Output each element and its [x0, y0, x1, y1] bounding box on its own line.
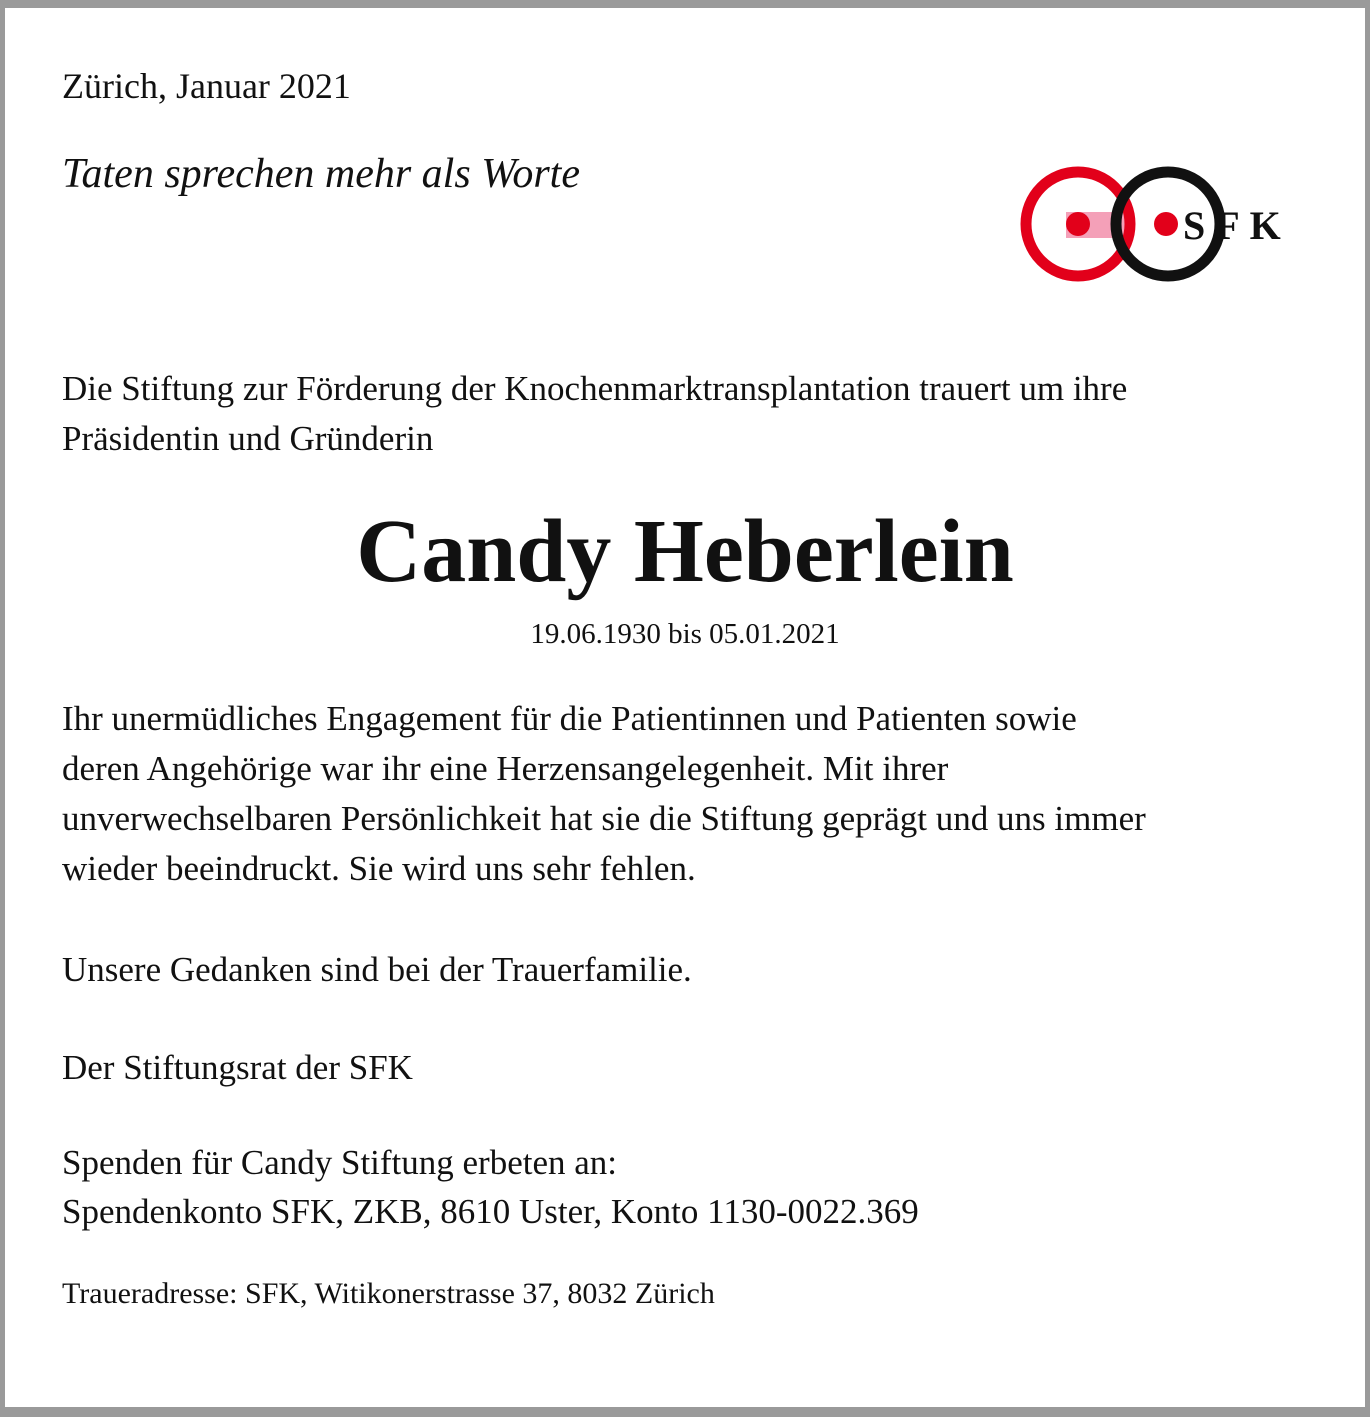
intro-line: Präsidentin und Gründerin — [62, 419, 434, 458]
thoughts-text: Unsere Gedanken sind bei der Trauerfamilie. — [62, 950, 692, 989]
signature: Der Stiftungsrat der SFK — [62, 1048, 413, 1087]
place-date: Zürich, Januar 2021 — [62, 66, 351, 106]
intro-line: Die Stiftung zur Förderung der Knochenmarktransplantation trauert um ihre — [62, 369, 1128, 408]
mourning-address: Traueradresse: SFK, Witikonerstrasse 37, 8032 Zürich — [62, 1277, 715, 1310]
tribute-line: deren Angehörige war ihr eine Herzensangelegenheit. Mit ihrer — [62, 749, 949, 788]
intro-text — [62, 364, 1322, 464]
tribute-line: wieder beeindruckt. Sie wird uns sehr fehlen. — [62, 849, 696, 888]
logo-text: SFK — [1183, 203, 1291, 248]
donation-request: Spenden für Candy Stiftung erbeten an: — [62, 1143, 618, 1182]
life-dates: 19.06.1930 bis 05.01.2021 — [530, 618, 840, 650]
sfk-logo — [1010, 158, 1310, 290]
tribute-line: Ihr unermüdliches Engagement für die Patientinnen und Patienten sowie — [62, 699, 1077, 738]
logo-red-dot-1 — [1066, 212, 1090, 236]
motto: Taten sprechen mehr als Worte — [62, 151, 580, 197]
logo-red-dot-2 — [1154, 212, 1178, 236]
tribute-text — [62, 694, 1322, 894]
deceased-name: Candy Heberlein — [356, 502, 1014, 601]
tribute-line: unverwechselbaren Persönlichkeit hat sie die Stiftung geprägt und uns immer — [62, 799, 1146, 838]
donation-account: Spendenkonto SFK, ZKB, 8610 Uster, Konto 1130-0022.369 — [62, 1192, 919, 1231]
